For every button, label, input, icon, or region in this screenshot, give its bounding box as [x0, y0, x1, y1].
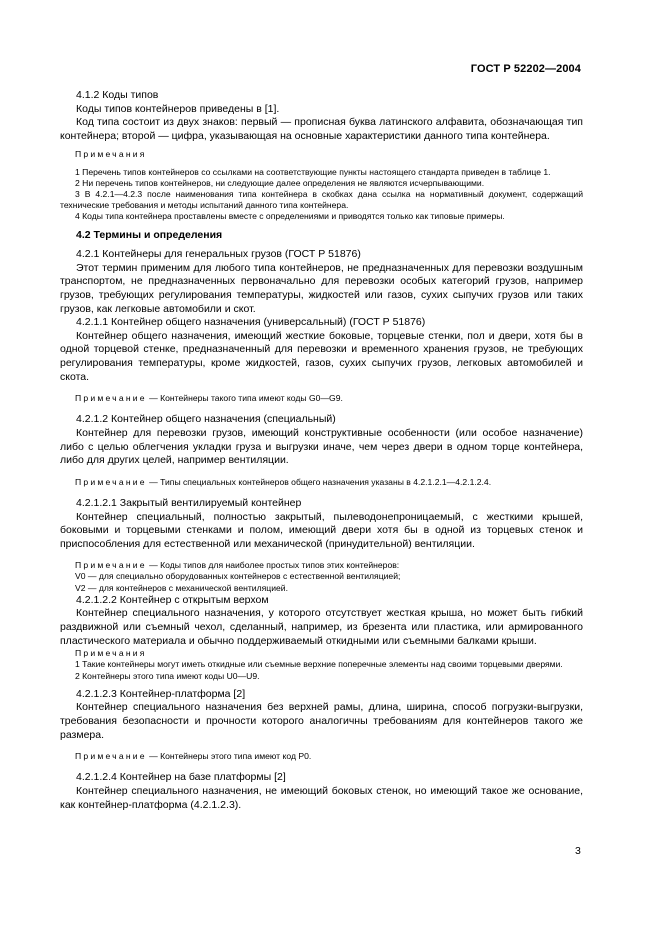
note-text: — Коды типов для наиболее простых типов этих контейнеров: [146, 560, 400, 571]
subsection-heading: 4.2.1.2.2 Контейнер с открытым верхом [76, 593, 269, 606]
subsection-heading: 4.2.1.2 Контейнер общего назначения (специальный) [76, 413, 336, 426]
note-item: 1 Перечень типов контейнеров со ссылками на соответствующие пункты настоящего стандарта приведен в таблице 1. [75, 166, 551, 177]
subsection-heading: 4.2.1.2.4 Контейнер на базе платформы [2] [76, 771, 286, 784]
notes-label: Примечания [75, 149, 147, 160]
section-heading-4-2: 4.2 Термины и определения [76, 228, 223, 241]
note-label: Примечание [75, 560, 147, 571]
page-number: 3 [575, 845, 581, 857]
paragraph: Контейнер специального назначения без верхней рамы, длина, ширина, способ погрузки-выгрузки, требования безопасности и прочности которого аналогичны требованиям для контейнеров такого же размера. [60, 701, 583, 741]
paragraph: Контейнер общего назначения, имеющий жесткие боковые, торцевые стенки, пол и двери, хотя бы в одной торцевой стенке, предназначенный для перевозки и временного хранения грузов, не требующих регулирования температуры, кроме жидкостей, газов, сухих сыпучих грузов, легковых автомобилей и скота. [60, 329, 583, 383]
note-text: — Контейнеры этого типа имеют код P0. [146, 751, 312, 762]
note-line [60, 477, 583, 488]
subsection-heading: 4.2.1 Контейнеры для генеральных грузов (ГОСТ Р 51876) [76, 248, 361, 261]
note-item: 1 Такие контейнеры могут иметь откидные или съемные верхние поперечные элементы над своими торцевыми дверями. [75, 659, 563, 670]
note-item: 2 Ни перечень типов контейнеров, ни следующие далее определения не являются исчерпывающими. [75, 177, 485, 188]
notes-label: Примечания [75, 648, 147, 659]
document-header: ГОСТ Р 52202—2004 [470, 63, 581, 75]
subsection-heading: 4.2.1.2.1 Закрытый вентилируемый контейнер [76, 496, 302, 509]
page-content [60, 89, 583, 812]
note-item: V0 — для специально оборудованных контейнеров с естественной вентиляцией; [75, 571, 401, 582]
note-line [60, 560, 583, 571]
paragraph: Коды типов контейнеров приведены в [1]. [76, 102, 280, 115]
note-label: Примечание [75, 476, 147, 487]
note-label: Примечание [75, 751, 147, 762]
note-item: 4 Коды типа контейнера проставлены вместе с определениями и приводятся только как типовые примеры. [75, 211, 505, 222]
subsection-heading: 4.2.1.1 Контейнер общего назначения (универсальный) (ГОСТ Р 51876) [76, 316, 426, 329]
note-text: — Типы специальных контейнеров общего назначения указаны в 4.2.1.2.1—4.2.1.2.4. [146, 476, 492, 487]
paragraph: Контейнер специального назначения, не имеющий боковых стенок, но имеющий такое же основание, как контейнер-платформа (4.2.1.2.3). [60, 785, 583, 811]
paragraph: Этот термин применим для любого типа контейнеров, не предназначенных для перевозки воздушным транспортом, не предназначенных первоначально для перевозки особых категорий грузов, например грузов, требующих регулирования температуры, жидкостей или газов, сухих сыпучих грузов или таких грузов, как легковые автомобили и скот. [60, 261, 583, 315]
note-text: — Контейнеры такого типа имеют коды G0—G9. [146, 393, 343, 404]
note-item: 2 Контейнеры этого типа имеют коды U0—U9. [75, 670, 260, 681]
paragraph: Код типа состоит из двух знаков: первый — прописная буква латинского алфавита, обозначающая тип контейнера; второй — цифра, указывающая на основные характеристики данного типа контейнера. [60, 116, 583, 142]
subsection-heading: 4.2.1.2.3 Контейнер-платформа [2] [76, 687, 246, 700]
paragraph: Контейнер специальный, полностью закрытый, пылеводонепроницаемый, с жесткими крышей, боковыми и торцевыми стенками и полом, имеющий двери хотя бы в одной из торцевых стенок и приспособления для естественной или механической (принудительной) вентиляции. [60, 510, 583, 550]
note-item: 3 В 4.2.1—4.2.3 после наименования типа контейнера в скобках дана ссылка на нормативный документ, содержащий технические требования и методы испытаний данного типа контейнера. [60, 188, 583, 211]
paragraph: Контейнер специального назначения, у которого отсутствует жесткая крыша, но может быть гибкий раздвижной или съемный чехол, сделанный, например, из брезента или пластика, или армированного пластического материала и обычно поддерживаемый откидными или съемными балками крыши. [60, 607, 583, 647]
note-line [60, 751, 583, 762]
note-line [60, 393, 583, 404]
note-label: Примечание [75, 393, 147, 404]
section-heading-4-1-2: 4.1.2 Коды типов [76, 89, 159, 101]
note-item: V2 — для контейнеров с механической вентиляцией. [75, 582, 288, 593]
paragraph: Контейнер для перевозки грузов, имеющий конструктивные особенности (или особое назначение) либо с целью облегчения укладки груза и выгрузки иначе, чем через двери в одном торце контейнера, либо для других целей, например вентиляции. [60, 426, 583, 467]
